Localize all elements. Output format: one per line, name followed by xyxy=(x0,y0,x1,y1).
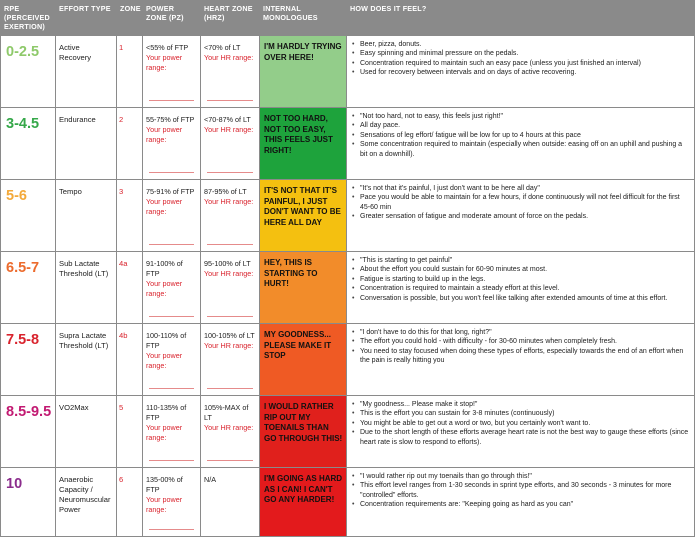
heart-zone-cell xyxy=(201,180,260,252)
heart-range-line xyxy=(207,100,253,101)
heart-zone-cell xyxy=(201,396,260,468)
feel-list xyxy=(351,328,690,366)
feel-list xyxy=(351,40,690,78)
power-range-line xyxy=(149,388,194,389)
feel-item: • Easy spinning and minimal pressure on the pedals. xyxy=(351,49,690,58)
table-row xyxy=(1,324,695,396)
feel-item: • About the effort you could sustain for 60-90 minutes at most. xyxy=(351,265,690,274)
power-zone-cell xyxy=(143,36,201,108)
header-rpe: RPE (PERCEIVED EXERTION) xyxy=(1,1,56,36)
zone-number: 4b xyxy=(117,324,143,396)
power-range-label: Your power range: xyxy=(146,125,183,144)
power-zone-cell xyxy=(143,396,201,468)
zone-number: 3 xyxy=(117,180,143,252)
header-effort-type: EFFORT TYPE xyxy=(56,1,117,36)
internal-monologue: I'M HARDLY TRYING OVER HERE! xyxy=(260,36,347,108)
how-does-it-feel xyxy=(347,180,695,252)
zone-number: 2 xyxy=(117,108,143,180)
effort-type: Anaerobic Capacity / Neuromuscular Power xyxy=(56,468,117,537)
power-range-label: Your power range: xyxy=(146,423,183,442)
rpe-value: 7.5-8 xyxy=(1,324,56,396)
feel-item: • Beer, pizza, donuts. xyxy=(351,40,690,49)
feel-item: • Fatigue is starting to build up in the legs. xyxy=(351,275,690,284)
internal-monologue: I'M GOING AS HARD AS I CAN! I CAN'T GO ANY HARDER! xyxy=(260,468,347,537)
heart-range-line xyxy=(207,316,253,317)
power-range-line xyxy=(149,172,194,173)
header-how-does-it-feel: HOW DOES IT FEEL? xyxy=(347,1,695,36)
how-does-it-feel xyxy=(347,468,695,537)
feel-list xyxy=(351,112,690,159)
power-range-line xyxy=(149,529,194,530)
feel-item: • This is the effort you can sustain for 3-8 minutes (continuously) xyxy=(351,409,690,418)
power-zone-value: 75-91% of FTP xyxy=(146,187,195,196)
internal-monologue: MY GOODNESS... PLEASE MAKE IT STOP xyxy=(260,324,347,396)
zone-number: 4a xyxy=(117,252,143,324)
rpe-value: 5-6 xyxy=(1,180,56,252)
feel-item: • Sensations of leg effort/ fatigue will be low for up to 4 hours at this pace xyxy=(351,131,690,140)
power-zone-value: <55% of FTP xyxy=(146,43,189,52)
heart-range-label: Your HR range: xyxy=(204,197,254,206)
feel-item: • Used for recovery between intervals and on days of active recovering. xyxy=(351,68,690,77)
how-does-it-feel xyxy=(347,108,695,180)
feel-list xyxy=(351,472,690,510)
how-does-it-feel xyxy=(347,396,695,468)
rpe-value: 8.5-9.5 xyxy=(1,396,56,468)
feel-item: • All day pace. xyxy=(351,121,690,130)
heart-zone-value: <70% of LT xyxy=(204,43,241,52)
heart-zone-cell xyxy=(201,252,260,324)
heart-zone-value: <70-87% of LT xyxy=(204,115,251,124)
heart-range-label: Your HR range: xyxy=(204,423,254,432)
effort-type: Endurance xyxy=(56,108,117,180)
effort-type: Tempo xyxy=(56,180,117,252)
power-range-label: Your power range: xyxy=(146,53,183,72)
table-row xyxy=(1,468,695,537)
power-range-label: Your power range: xyxy=(146,495,183,514)
heart-range-label: Your HR range: xyxy=(204,269,254,278)
heart-zone-cell xyxy=(201,468,260,537)
how-does-it-feel xyxy=(347,36,695,108)
rpe-value: 3-4.5 xyxy=(1,108,56,180)
internal-monologue: NOT TOO HARD, NOT TOO EASY, THIS FEELS JUST RIGHT! xyxy=(260,108,347,180)
how-does-it-feel xyxy=(347,252,695,324)
power-zone-value: 135-00% of FTP xyxy=(146,475,183,494)
internal-monologue: IT'S NOT THAT IT'S PAINFUL, I JUST DON'T WANT TO BE HERE ALL DAY xyxy=(260,180,347,252)
table-row xyxy=(1,36,695,108)
feel-item: • This effort level ranges from 1-30 seconds in sprint type efforts, and 30 seconds - 3 minutes for more "controlled" efforts. xyxy=(351,481,690,500)
rpe-value: 0-2.5 xyxy=(1,36,56,108)
effort-type: VO2Max xyxy=(56,396,117,468)
heart-zone-cell xyxy=(201,36,260,108)
feel-item: • "Not too hard, not to easy, this feels just right!" xyxy=(351,112,690,121)
heart-zone-value: 95-100% of LT xyxy=(204,259,251,268)
heart-range-line xyxy=(207,460,253,461)
power-range-label: Your power range: xyxy=(146,197,183,216)
feel-list xyxy=(351,256,690,303)
feel-item: • You might be able to get out a word or two, but you certainly won't want to. xyxy=(351,419,690,428)
power-zone-value: 100-110% of FTP xyxy=(146,331,187,350)
table-row xyxy=(1,396,695,468)
feel-item: • You need to stay focused when doing these types of efforts, especially towards the end of an effort when the pain is really hitting you xyxy=(351,347,690,366)
heart-range-line xyxy=(207,388,253,389)
heart-range-label: Your HR range: xyxy=(204,53,254,62)
power-zone-value: 55-75% of FTP xyxy=(146,115,195,124)
feel-item: • Concentration required to maintain such an easy pace (unless you just finished an interval) xyxy=(351,59,690,68)
power-range-line xyxy=(149,244,194,245)
heart-zone-cell xyxy=(201,324,260,396)
zone-number: 6 xyxy=(117,468,143,537)
table-row xyxy=(1,108,695,180)
effort-type: Supra Lactate Threshold (LT) xyxy=(56,324,117,396)
heart-zone-value: N/A xyxy=(204,475,216,484)
feel-item: • Concentration is required to maintain a steady effort at this level. xyxy=(351,284,690,293)
power-range-label: Your power range: xyxy=(146,279,183,298)
feel-item: • Some concentration required to maintain (especially when outside: easing off on an uphill and pushing a bit on a downhill). xyxy=(351,140,690,159)
internal-monologue: HEY, THIS IS STARTING TO HURT! xyxy=(260,252,347,324)
heart-zone-cell xyxy=(201,108,260,180)
heart-range-line xyxy=(207,172,253,173)
power-range-label: Your power range: xyxy=(146,351,183,370)
power-zone-cell xyxy=(143,324,201,396)
zone-number: 1 xyxy=(117,36,143,108)
power-range-line xyxy=(149,460,194,461)
feel-item: • Conversation is possible, but you won't feel like talking after extended amounts of time at this effort. xyxy=(351,294,690,303)
effort-type: Sub Lactate Threshold (LT) xyxy=(56,252,117,324)
rpe-value: 10 xyxy=(1,468,56,537)
header-row xyxy=(1,1,695,36)
zone-number: 5 xyxy=(117,396,143,468)
heart-zone-value: 87-95% of LT xyxy=(204,187,247,196)
effort-type: Active Recovery xyxy=(56,36,117,108)
feel-item: • The effort you could hold - with difficulty - for 30-60 minutes when completely fresh. xyxy=(351,337,690,346)
power-zone-value: 110-135% of FTP xyxy=(146,403,187,422)
feel-item: • Concentration requirements are: "Keeping going as hard as you can" xyxy=(351,500,690,509)
feel-list xyxy=(351,400,690,447)
table-row xyxy=(1,252,695,324)
power-zone-cell xyxy=(143,180,201,252)
feel-item: • Due to the short length of these efforts average heart rate is not the best way to gauge these efforts (since heart rate is slow to respond to efforts). xyxy=(351,428,690,447)
internal-monologue: I WOULD RATHER RIP OUT MY TOENAILS THAN GO THROUGH THIS! xyxy=(260,396,347,468)
feel-item: • "It's not that it's painful, I just don't want to be here all day" xyxy=(351,184,690,193)
heart-zone-value: 105%-MAX of LT xyxy=(204,403,249,422)
header-zone: ZONE xyxy=(117,1,143,36)
feel-item: • "I don't have to do this for that long, right?" xyxy=(351,328,690,337)
heart-range-label: Your HR range: xyxy=(204,341,254,350)
feel-list xyxy=(351,184,690,222)
feel-item: • "This is starting to get painful" xyxy=(351,256,690,265)
heart-range-label: Your HR range: xyxy=(204,125,254,134)
heart-range-line xyxy=(207,244,253,245)
header-internal-monologues: INTERNAL MONOLOGUES xyxy=(260,1,347,36)
how-does-it-feel xyxy=(347,324,695,396)
rpe-value: 6.5-7 xyxy=(1,252,56,324)
header-heart-zone: HEART ZONE (HRZ) xyxy=(201,1,260,36)
power-range-line xyxy=(149,316,194,317)
feel-item: • "I would rather rip out my toenails than go through this!" xyxy=(351,472,690,481)
power-zone-value: 91-100% of FTP xyxy=(146,259,183,278)
feel-item: • "My goodness... Please make it stop!" xyxy=(351,400,690,409)
heart-zone-value: 100-105% of LT xyxy=(204,331,255,340)
power-zone-cell xyxy=(143,108,201,180)
feel-item: • Greater sensation of fatigue and moderate amount of force on the pedals. xyxy=(351,212,690,221)
header-power-zone: POWER ZONE (PZ) xyxy=(143,1,201,36)
table-row xyxy=(1,180,695,252)
feel-item: • Pace you would be able to maintain for a few hours, if done continuously will not feel difficult for the first 45-60 min xyxy=(351,193,690,212)
power-zone-cell xyxy=(143,252,201,324)
power-range-line xyxy=(149,100,194,101)
power-zone-cell xyxy=(143,468,201,537)
